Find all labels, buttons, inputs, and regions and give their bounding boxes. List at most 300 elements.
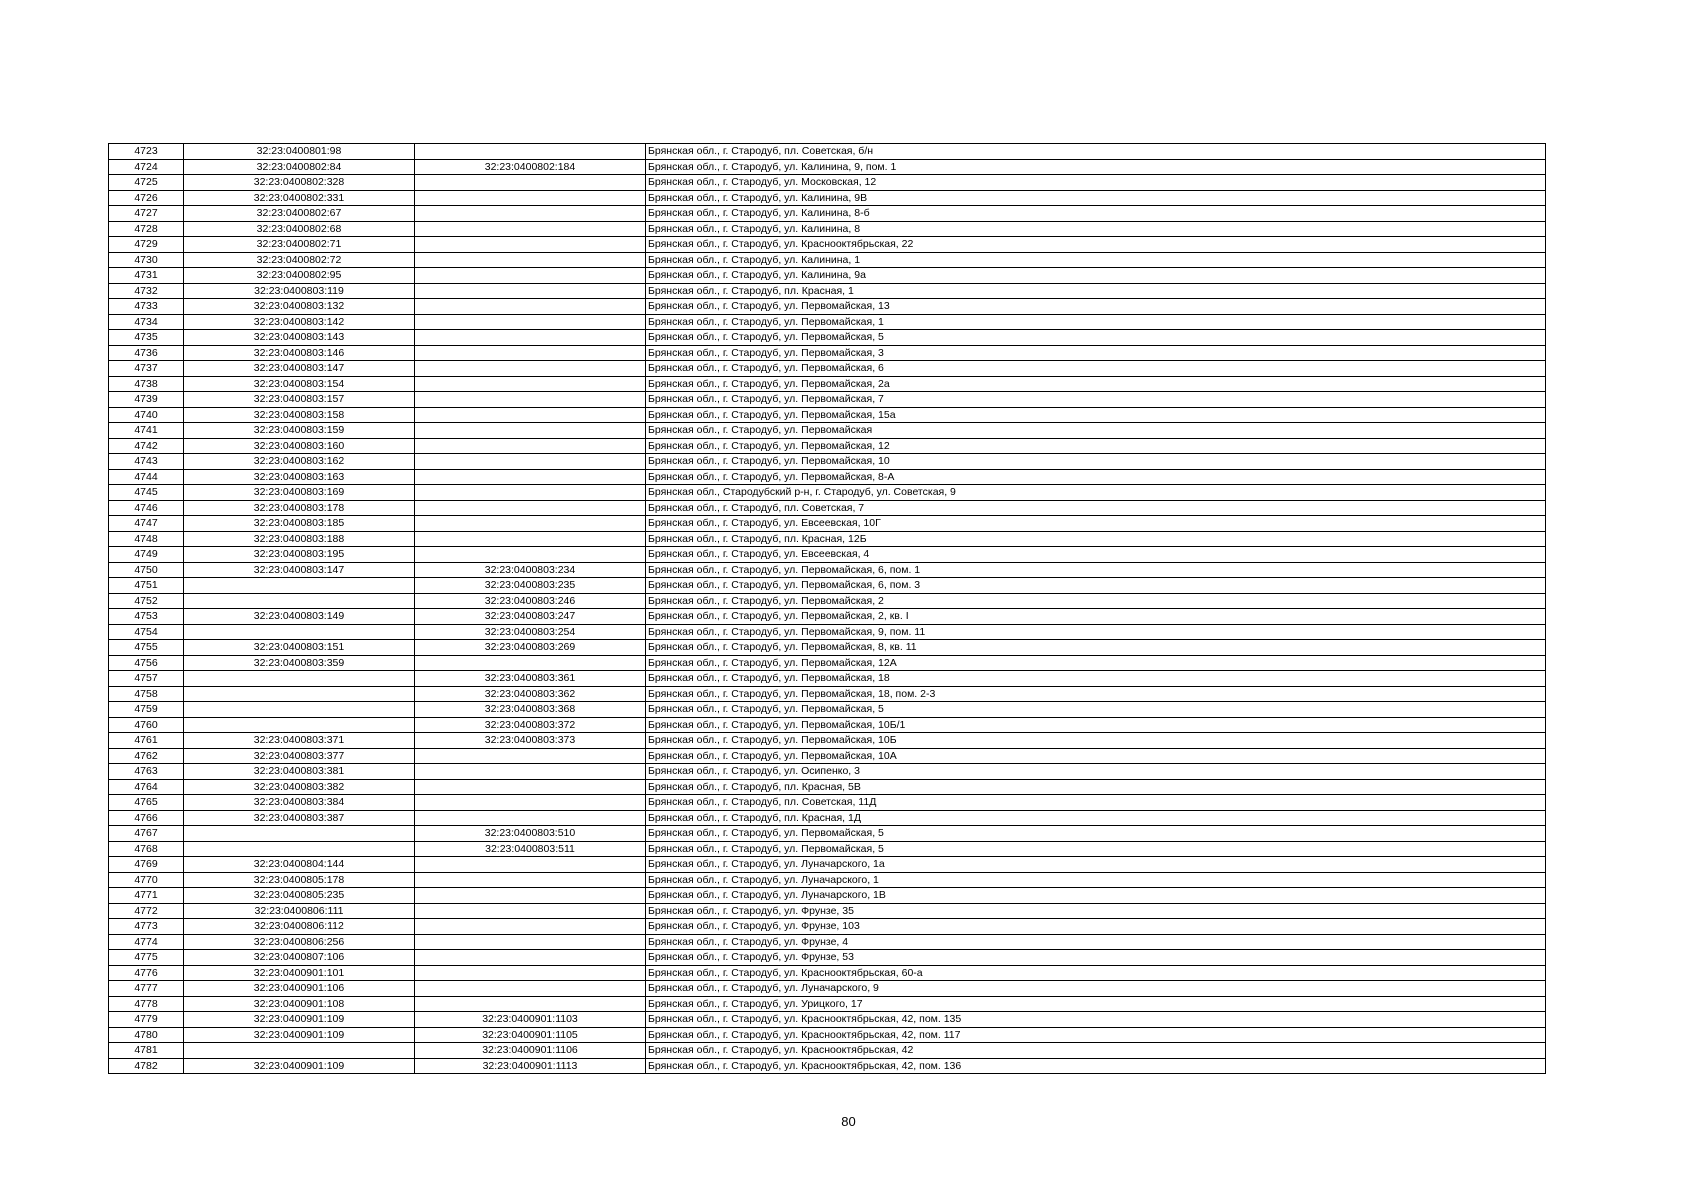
table-row <box>109 314 1546 330</box>
cadastral-number-cell: 32:23:0400803:160 <box>184 438 415 454</box>
row-number-cell: 4733 <box>109 299 184 315</box>
table-row <box>109 981 1546 997</box>
premises-cadastral-number-cell <box>415 190 646 206</box>
premises-cadastral-number-cell <box>415 888 646 904</box>
address-cell: Брянская обл., г. Стародуб, пл. Красная, 1Д <box>646 810 1546 826</box>
address-cell: Брянская обл., г. Стародуб, ул. Первомайская, 10Б <box>646 733 1546 749</box>
address-cell: Брянская обл., г. Стародуб, ул. Первомайская, 2а <box>646 376 1546 392</box>
table-row <box>109 407 1546 423</box>
table-row <box>109 330 1546 346</box>
premises-cadastral-number-cell <box>415 795 646 811</box>
row-number-cell: 4746 <box>109 500 184 516</box>
row-number-cell: 4765 <box>109 795 184 811</box>
table-row <box>109 175 1546 191</box>
row-number-cell: 4743 <box>109 454 184 470</box>
row-number-cell: 4755 <box>109 640 184 656</box>
address-cell: Брянская обл., г. Стародуб, ул. Первомайская, 15а <box>646 407 1546 423</box>
cadastral-number-cell <box>184 841 415 857</box>
row-number-cell: 4775 <box>109 950 184 966</box>
address-cell: Брянская обл., г. Стародуб, пл. Красная, 5В <box>646 779 1546 795</box>
table-row <box>109 190 1546 206</box>
address-cell: Брянская обл., г. Стародуб, ул. Первомайская, 13 <box>646 299 1546 315</box>
table-row <box>109 686 1546 702</box>
cadastral-number-cell: 32:23:0400801:98 <box>184 144 415 160</box>
cadastral-number-cell: 32:23:0400803:154 <box>184 376 415 392</box>
address-cell: Брянская обл., г. Стародуб, ул. Первомайская, 2, кв. I <box>646 609 1546 625</box>
cadastral-number-cell: 32:23:0400803:387 <box>184 810 415 826</box>
table-row <box>109 826 1546 842</box>
address-cell: Брянская обл., г. Стародуб, ул. Первомайская, 6, пом. 3 <box>646 578 1546 594</box>
registry-table <box>108 143 1546 1074</box>
premises-cadastral-number-cell <box>415 500 646 516</box>
table-row <box>109 655 1546 671</box>
table-row <box>109 733 1546 749</box>
cadastral-number-cell: 32:23:0400803:146 <box>184 345 415 361</box>
row-number-cell: 4777 <box>109 981 184 997</box>
row-number-cell: 4724 <box>109 159 184 175</box>
table-row <box>109 779 1546 795</box>
row-number-cell: 4759 <box>109 702 184 718</box>
cadastral-number-cell: 32:23:0400803:382 <box>184 779 415 795</box>
address-cell: Брянская обл., г. Стародуб, ул. Краснооктябрьская, 42, пом. 135 <box>646 1012 1546 1028</box>
cadastral-number-cell: 32:23:0400802:71 <box>184 237 415 253</box>
cadastral-number-cell <box>184 578 415 594</box>
row-number-cell: 4732 <box>109 283 184 299</box>
cadastral-number-cell: 32:23:0400901:109 <box>184 1027 415 1043</box>
premises-cadastral-number-cell: 32:23:0400803:510 <box>415 826 646 842</box>
cadastral-number-cell: 32:23:0400803:119 <box>184 283 415 299</box>
row-number-cell: 4738 <box>109 376 184 392</box>
cadastral-number-cell: 32:23:0400901:108 <box>184 996 415 1012</box>
address-cell: Брянская обл., г. Стародуб, пл. Красная, 1 <box>646 283 1546 299</box>
row-number-cell: 4776 <box>109 965 184 981</box>
cadastral-number-cell: 32:23:0400901:101 <box>184 965 415 981</box>
cadastral-number-cell: 32:23:0400807:106 <box>184 950 415 966</box>
registry-table-body <box>109 144 1546 1074</box>
cadastral-number-cell <box>184 702 415 718</box>
address-cell: Брянская обл., г. Стародуб, ул. Первомайская, 6 <box>646 361 1546 377</box>
cadastral-number-cell: 32:23:0400802:67 <box>184 206 415 222</box>
address-cell: Брянская обл., г. Стародуб, ул. Первомайская, 10Б/1 <box>646 717 1546 733</box>
cadastral-number-cell: 32:23:0400803:371 <box>184 733 415 749</box>
table-row <box>109 934 1546 950</box>
address-cell: Брянская обл., г. Стародуб, ул. Первомайская, 10А <box>646 748 1546 764</box>
cadastral-number-cell <box>184 717 415 733</box>
address-cell: Брянская обл., г. Стародуб, ул. Первомайская, 12А <box>646 655 1546 671</box>
premises-cadastral-number-cell: 32:23:0400803:247 <box>415 609 646 625</box>
address-cell: Брянская обл., г. Стародуб, ул. Первомайская, 7 <box>646 392 1546 408</box>
premises-cadastral-number-cell: 32:23:0400803:234 <box>415 562 646 578</box>
premises-cadastral-number-cell <box>415 950 646 966</box>
address-cell: Брянская обл., г. Стародуб, ул. Первомайская, 1 <box>646 314 1546 330</box>
address-cell: Брянская обл., г. Стародуб, ул. Первомайская <box>646 423 1546 439</box>
cadastral-number-cell: 32:23:0400802:72 <box>184 252 415 268</box>
row-number-cell: 4725 <box>109 175 184 191</box>
table-row <box>109 283 1546 299</box>
premises-cadastral-number-cell <box>415 361 646 377</box>
address-cell: Брянская обл., г. Стародуб, ул. Фрунзе, 103 <box>646 919 1546 935</box>
cadastral-number-cell: 32:23:0400803:159 <box>184 423 415 439</box>
premises-cadastral-number-cell <box>415 857 646 873</box>
cadastral-number-cell: 32:23:0400803:163 <box>184 469 415 485</box>
premises-cadastral-number-cell: 32:23:0400803:254 <box>415 624 646 640</box>
address-cell: Брянская обл., г. Стародуб, ул. Евсеевская, 10Г <box>646 516 1546 532</box>
cadastral-number-cell <box>184 624 415 640</box>
table-row <box>109 950 1546 966</box>
row-number-cell: 4758 <box>109 686 184 702</box>
row-number-cell: 4768 <box>109 841 184 857</box>
address-cell: Брянская обл., г. Стародуб, ул. Первомайская, 5 <box>646 841 1546 857</box>
address-cell: Брянская обл., г. Стародуб, ул. Калинина, 9В <box>646 190 1546 206</box>
table-row <box>109 454 1546 470</box>
table-row <box>109 361 1546 377</box>
cadastral-number-cell: 32:23:0400803:384 <box>184 795 415 811</box>
premises-cadastral-number-cell <box>415 748 646 764</box>
row-number-cell: 4770 <box>109 872 184 888</box>
address-cell: Брянская обл., г. Стародуб, ул. Краснооктябрьская, 42, пом. 136 <box>646 1058 1546 1074</box>
cadastral-number-cell: 32:23:0400803:142 <box>184 314 415 330</box>
cadastral-number-cell: 32:23:0400802:68 <box>184 221 415 237</box>
address-cell: Брянская обл., г. Стародуб, ул. Фрунзе, 4 <box>646 934 1546 950</box>
row-number-cell: 4774 <box>109 934 184 950</box>
table-row <box>109 268 1546 284</box>
table-row <box>109 345 1546 361</box>
table-row <box>109 624 1546 640</box>
premises-cadastral-number-cell <box>415 810 646 826</box>
premises-cadastral-number-cell <box>415 919 646 935</box>
table-row <box>109 562 1546 578</box>
row-number-cell: 4757 <box>109 671 184 687</box>
premises-cadastral-number-cell: 32:23:0400901:1105 <box>415 1027 646 1043</box>
premises-cadastral-number-cell: 32:23:0400803:246 <box>415 593 646 609</box>
table-row <box>109 1027 1546 1043</box>
cadastral-number-cell: 32:23:0400806:256 <box>184 934 415 950</box>
table-row <box>109 237 1546 253</box>
premises-cadastral-number-cell <box>415 934 646 950</box>
cadastral-number-cell: 32:23:0400803:185 <box>184 516 415 532</box>
premises-cadastral-number-cell: 32:23:0400803:362 <box>415 686 646 702</box>
table-row <box>109 702 1546 718</box>
premises-cadastral-number-cell <box>415 252 646 268</box>
premises-cadastral-number-cell <box>415 903 646 919</box>
table-row <box>109 299 1546 315</box>
address-cell: Брянская обл., г. Стародуб, ул. Первомайская, 5 <box>646 330 1546 346</box>
row-number-cell: 4761 <box>109 733 184 749</box>
row-number-cell: 4751 <box>109 578 184 594</box>
table-row <box>109 1012 1546 1028</box>
row-number-cell: 4735 <box>109 330 184 346</box>
address-cell: Брянская обл., г. Стародуб, ул. Фрунзе, 35 <box>646 903 1546 919</box>
cadastral-number-cell: 32:23:0400803:188 <box>184 531 415 547</box>
row-number-cell: 4730 <box>109 252 184 268</box>
table-row <box>109 376 1546 392</box>
cadastral-number-cell: 32:23:0400901:109 <box>184 1012 415 1028</box>
row-number-cell: 4760 <box>109 717 184 733</box>
row-number-cell: 4753 <box>109 609 184 625</box>
address-cell: Брянская обл., г. Стародуб, ул. Калинина, 9а <box>646 268 1546 284</box>
row-number-cell: 4723 <box>109 144 184 160</box>
cadastral-number-cell: 32:23:0400901:106 <box>184 981 415 997</box>
address-cell: Брянская обл., г. Стародуб, ул. Урицкого, 17 <box>646 996 1546 1012</box>
row-number-cell: 4728 <box>109 221 184 237</box>
address-cell: Брянская обл., г. Стародуб, ул. Евсеевская, 4 <box>646 547 1546 563</box>
premises-cadastral-number-cell: 32:23:0400803:235 <box>415 578 646 594</box>
premises-cadastral-number-cell <box>415 764 646 780</box>
row-number-cell: 4727 <box>109 206 184 222</box>
premises-cadastral-number-cell <box>415 221 646 237</box>
address-cell: Брянская обл., г. Стародуб, ул. Краснооктябрьская, 42, пом. 117 <box>646 1027 1546 1043</box>
premises-cadastral-number-cell <box>415 268 646 284</box>
row-number-cell: 4767 <box>109 826 184 842</box>
cadastral-number-cell: 32:23:0400803:157 <box>184 392 415 408</box>
premises-cadastral-number-cell <box>415 547 646 563</box>
table-row <box>109 857 1546 873</box>
cadastral-number-cell: 32:23:0400803:381 <box>184 764 415 780</box>
address-cell: Брянская обл., г. Стародуб, ул. Калинина, 8 <box>646 221 1546 237</box>
cadastral-number-cell: 32:23:0400803:143 <box>184 330 415 346</box>
premises-cadastral-number-cell: 32:23:0400901:1113 <box>415 1058 646 1074</box>
address-cell: Брянская обл., г. Стародуб, ул. Краснооктябрьская, 42 <box>646 1043 1546 1059</box>
table-row <box>109 221 1546 237</box>
cadastral-number-cell: 32:23:0400805:235 <box>184 888 415 904</box>
address-cell: Брянская обл., г. Стародуб, ул. Первомайская, 5 <box>646 702 1546 718</box>
premises-cadastral-number-cell: 32:23:0400803:269 <box>415 640 646 656</box>
row-number-cell: 4737 <box>109 361 184 377</box>
premises-cadastral-number-cell <box>415 779 646 795</box>
premises-cadastral-number-cell <box>415 206 646 222</box>
table-row <box>109 919 1546 935</box>
address-cell: Брянская обл., Стародубский р-н, г. Стародуб, ул. Советская, 9 <box>646 485 1546 501</box>
premises-cadastral-number-cell <box>415 655 646 671</box>
premises-cadastral-number-cell <box>415 237 646 253</box>
table-row <box>109 888 1546 904</box>
table-row <box>109 531 1546 547</box>
premises-cadastral-number-cell <box>415 345 646 361</box>
table-row <box>109 640 1546 656</box>
table-row <box>109 423 1546 439</box>
row-number-cell: 4744 <box>109 469 184 485</box>
premises-cadastral-number-cell <box>415 516 646 532</box>
address-cell: Брянская обл., г. Стародуб, пл. Советская, 7 <box>646 500 1546 516</box>
row-number-cell: 4782 <box>109 1058 184 1074</box>
row-number-cell: 4762 <box>109 748 184 764</box>
address-cell: Брянская обл., г. Стародуб, ул. Первомайская, 5 <box>646 826 1546 842</box>
table-row <box>109 872 1546 888</box>
row-number-cell: 4766 <box>109 810 184 826</box>
address-cell: Брянская обл., г. Стародуб, пл. Красная, 12Б <box>646 531 1546 547</box>
address-cell: Брянская обл., г. Стародуб, ул. Первомайская, 18, пом. 2-3 <box>646 686 1546 702</box>
table-row <box>109 671 1546 687</box>
address-cell: Брянская обл., г. Стародуб, ул. Первомайская, 10 <box>646 454 1546 470</box>
cadastral-number-cell: 32:23:0400803:149 <box>184 609 415 625</box>
premises-cadastral-number-cell: 32:23:0400803:361 <box>415 671 646 687</box>
address-cell: Брянская обл., г. Стародуб, ул. Краснооктябрьская, 22 <box>646 237 1546 253</box>
premises-cadastral-number-cell: 32:23:0400803:368 <box>415 702 646 718</box>
premises-cadastral-number-cell: 32:23:0400803:372 <box>415 717 646 733</box>
address-cell: Брянская обл., г. Стародуб, ул. Калинина, 1 <box>646 252 1546 268</box>
table-row <box>109 609 1546 625</box>
address-cell: Брянская обл., г. Стародуб, пл. Советская, б/н <box>646 144 1546 160</box>
table-row <box>109 748 1546 764</box>
cadastral-number-cell: 32:23:0400803:195 <box>184 547 415 563</box>
row-number-cell: 4739 <box>109 392 184 408</box>
address-cell: Брянская обл., г. Стародуб, пл. Советская, 11Д <box>646 795 1546 811</box>
table-row <box>109 469 1546 485</box>
row-number-cell: 4772 <box>109 903 184 919</box>
address-cell: Брянская обл., г. Стародуб, ул. Луначарского, 9 <box>646 981 1546 997</box>
table-row <box>109 996 1546 1012</box>
row-number-cell: 4780 <box>109 1027 184 1043</box>
address-cell: Брянская обл., г. Стародуб, ул. Калинина, 9, пом. 1 <box>646 159 1546 175</box>
cadastral-number-cell: 32:23:0400803:158 <box>184 407 415 423</box>
premises-cadastral-number-cell <box>415 531 646 547</box>
premises-cadastral-number-cell <box>415 314 646 330</box>
table-row <box>109 206 1546 222</box>
premises-cadastral-number-cell <box>415 407 646 423</box>
table-row <box>109 485 1546 501</box>
row-number-cell: 4745 <box>109 485 184 501</box>
premises-cadastral-number-cell <box>415 454 646 470</box>
cadastral-number-cell: 32:23:0400806:111 <box>184 903 415 919</box>
cadastral-number-cell: 32:23:0400803:147 <box>184 361 415 377</box>
premises-cadastral-number-cell <box>415 144 646 160</box>
row-number-cell: 4747 <box>109 516 184 532</box>
address-cell: Брянская обл., г. Стародуб, ул. Луначарского, 1а <box>646 857 1546 873</box>
row-number-cell: 4769 <box>109 857 184 873</box>
cadastral-number-cell <box>184 826 415 842</box>
premises-cadastral-number-cell <box>415 965 646 981</box>
cadastral-number-cell <box>184 1043 415 1059</box>
premises-cadastral-number-cell <box>415 872 646 888</box>
row-number-cell: 4750 <box>109 562 184 578</box>
cadastral-number-cell: 32:23:0400805:178 <box>184 872 415 888</box>
premises-cadastral-number-cell <box>415 996 646 1012</box>
cadastral-number-cell: 32:23:0400802:95 <box>184 268 415 284</box>
premises-cadastral-number-cell <box>415 376 646 392</box>
address-cell: Брянская обл., г. Стародуб, ул. Первомайская, 3 <box>646 345 1546 361</box>
table-row <box>109 841 1546 857</box>
row-number-cell: 4779 <box>109 1012 184 1028</box>
address-cell: Брянская обл., г. Стародуб, ул. Первомайская, 8-А <box>646 469 1546 485</box>
table-row <box>109 144 1546 160</box>
premises-cadastral-number-cell: 32:23:0400901:1106 <box>415 1043 646 1059</box>
cadastral-number-cell: 32:23:0400803:151 <box>184 640 415 656</box>
table-row <box>109 593 1546 609</box>
row-number-cell: 4741 <box>109 423 184 439</box>
row-number-cell: 4736 <box>109 345 184 361</box>
premises-cadastral-number-cell <box>415 175 646 191</box>
table-row <box>109 252 1546 268</box>
address-cell: Брянская обл., г. Стародуб, ул. Калинина, 8-б <box>646 206 1546 222</box>
address-cell: Брянская обл., г. Стародуб, ул. Московская, 12 <box>646 175 1546 191</box>
row-number-cell: 4731 <box>109 268 184 284</box>
premises-cadastral-number-cell <box>415 392 646 408</box>
row-number-cell: 4749 <box>109 547 184 563</box>
row-number-cell: 4778 <box>109 996 184 1012</box>
row-number-cell: 4756 <box>109 655 184 671</box>
table-row <box>109 1043 1546 1059</box>
cadastral-number-cell: 32:23:0400802:331 <box>184 190 415 206</box>
cadastral-number-cell: 32:23:0400803:178 <box>184 500 415 516</box>
premises-cadastral-number-cell: 32:23:0400802:184 <box>415 159 646 175</box>
premises-cadastral-number-cell: 32:23:0400901:1103 <box>415 1012 646 1028</box>
table-row <box>109 500 1546 516</box>
premises-cadastral-number-cell <box>415 469 646 485</box>
address-cell: Брянская обл., г. Стародуб, ул. Первомайская, 12 <box>646 438 1546 454</box>
table-row <box>109 438 1546 454</box>
premises-cadastral-number-cell <box>415 423 646 439</box>
address-cell: Брянская обл., г. Стародуб, ул. Первомайская, 8, кв. 11 <box>646 640 1546 656</box>
table-row <box>109 516 1546 532</box>
row-number-cell: 4752 <box>109 593 184 609</box>
table-row <box>109 795 1546 811</box>
premises-cadastral-number-cell <box>415 330 646 346</box>
table-row <box>109 965 1546 981</box>
row-number-cell: 4771 <box>109 888 184 904</box>
cadastral-number-cell: 32:23:0400806:112 <box>184 919 415 935</box>
address-cell: Брянская обл., г. Стародуб, ул. Первомайская, 6, пом. 1 <box>646 562 1546 578</box>
address-cell: Брянская обл., г. Стародуб, ул. Первомайская, 9, пом. 11 <box>646 624 1546 640</box>
address-cell: Брянская обл., г. Стародуб, ул. Осипенко, 3 <box>646 764 1546 780</box>
premises-cadastral-number-cell <box>415 299 646 315</box>
cadastral-number-cell <box>184 686 415 702</box>
table-row <box>109 547 1546 563</box>
row-number-cell: 4726 <box>109 190 184 206</box>
cadastral-number-cell: 32:23:0400803:162 <box>184 454 415 470</box>
row-number-cell: 4748 <box>109 531 184 547</box>
page-number: 80 <box>841 1114 856 1129</box>
row-number-cell: 4734 <box>109 314 184 330</box>
row-number-cell: 4740 <box>109 407 184 423</box>
table-row <box>109 392 1546 408</box>
table-row <box>109 578 1546 594</box>
premises-cadastral-number-cell <box>415 981 646 997</box>
cadastral-number-cell: 32:23:0400802:84 <box>184 159 415 175</box>
premises-cadastral-number-cell: 32:23:0400803:511 <box>415 841 646 857</box>
row-number-cell: 4764 <box>109 779 184 795</box>
table-row <box>109 764 1546 780</box>
table-row <box>109 810 1546 826</box>
cadastral-number-cell <box>184 593 415 609</box>
cadastral-number-cell: 32:23:0400803:147 <box>184 562 415 578</box>
address-cell: Брянская обл., г. Стародуб, ул. Луначарского, 1В <box>646 888 1546 904</box>
premises-cadastral-number-cell <box>415 438 646 454</box>
row-number-cell: 4729 <box>109 237 184 253</box>
cadastral-number-cell: 32:23:0400802:328 <box>184 175 415 191</box>
address-cell: Брянская обл., г. Стародуб, ул. Первомайская, 2 <box>646 593 1546 609</box>
row-number-cell: 4781 <box>109 1043 184 1059</box>
cadastral-number-cell <box>184 671 415 687</box>
cadastral-number-cell: 32:23:0400803:377 <box>184 748 415 764</box>
address-cell: Брянская обл., г. Стародуб, ул. Луначарского, 1 <box>646 872 1546 888</box>
row-number-cell: 4773 <box>109 919 184 935</box>
premises-cadastral-number-cell <box>415 283 646 299</box>
cadastral-number-cell: 32:23:0400803:169 <box>184 485 415 501</box>
table-row <box>109 717 1546 733</box>
table-row <box>109 1058 1546 1074</box>
cadastral-number-cell: 32:23:0400803:132 <box>184 299 415 315</box>
row-number-cell: 4754 <box>109 624 184 640</box>
row-number-cell: 4763 <box>109 764 184 780</box>
table-row <box>109 159 1546 175</box>
row-number-cell: 4742 <box>109 438 184 454</box>
cadastral-number-cell: 32:23:0400803:359 <box>184 655 415 671</box>
premises-cadastral-number-cell <box>415 485 646 501</box>
premises-cadastral-number-cell: 32:23:0400803:373 <box>415 733 646 749</box>
address-cell: Брянская обл., г. Стародуб, ул. Фрунзе, 53 <box>646 950 1546 966</box>
address-cell: Брянская обл., г. Стародуб, ул. Краснооктябрьская, 60-а <box>646 965 1546 981</box>
cadastral-number-cell: 32:23:0400804:144 <box>184 857 415 873</box>
